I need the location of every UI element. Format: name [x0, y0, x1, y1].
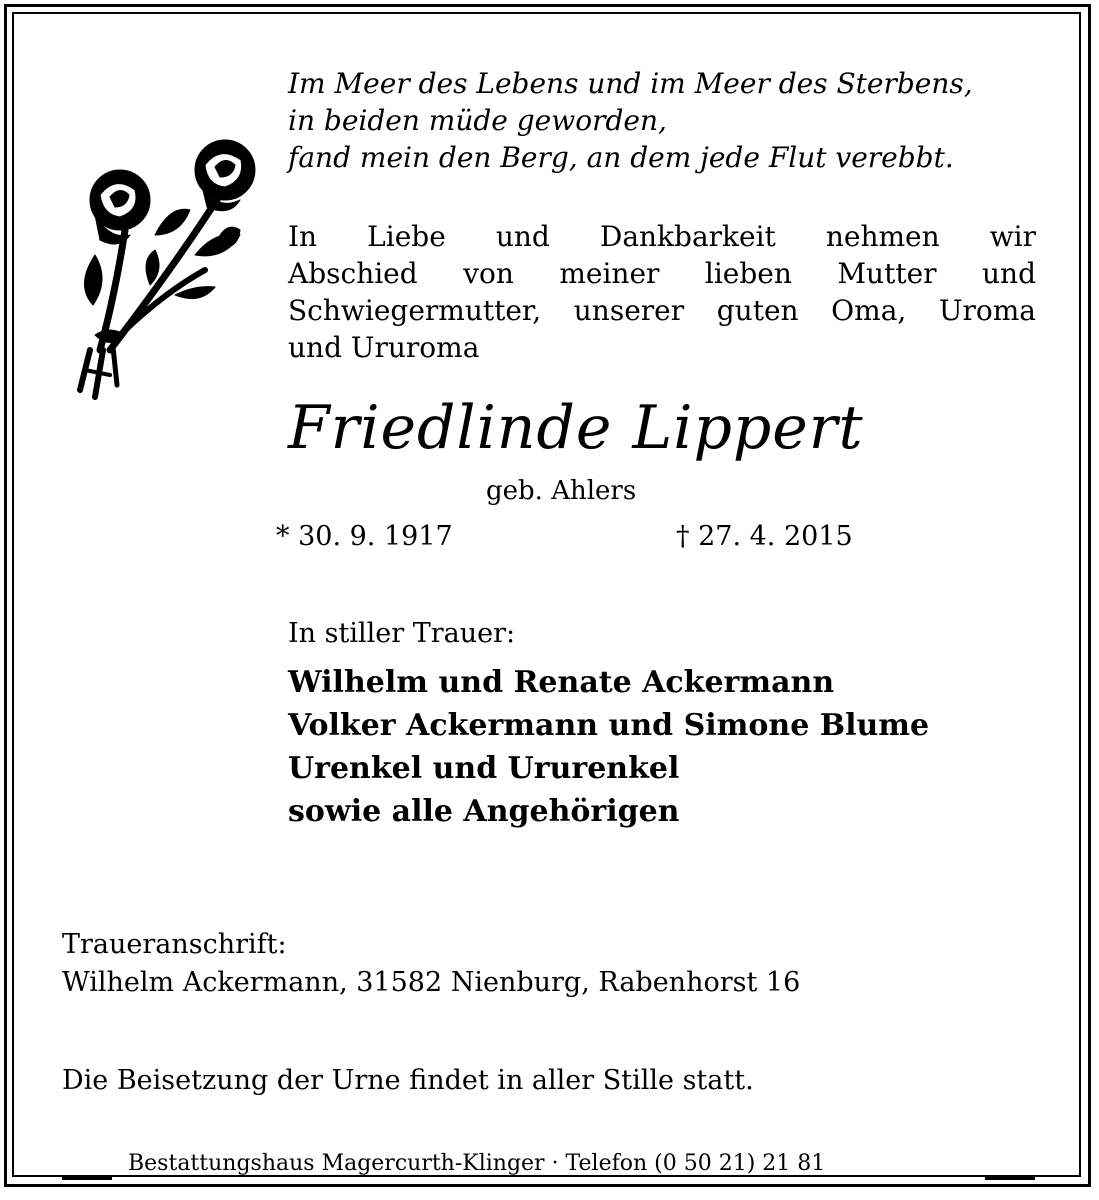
- footer-funeral-home: Bestattungshaus Magercurth-Klinger · Telefon (0 50 21) 21 81: [128, 1151, 826, 1176]
- mourning-label: In stiller Trauer:: [288, 618, 516, 649]
- footer-rule-left: [62, 1177, 112, 1180]
- mourner-entry: Urenkel und Ururenkel: [288, 751, 680, 786]
- roses-icon: [55, 135, 275, 405]
- mourners-list: [288, 661, 929, 833]
- farewell-line: und Ururoma: [288, 331, 480, 364]
- deceased-name: Friedlinde Lippert: [288, 393, 864, 463]
- mourner-entry: sowie alle Angehörigen: [288, 794, 680, 829]
- address-label: Traueranschrift:: [62, 929, 287, 960]
- death-date: † 27. 4. 2015: [676, 521, 853, 552]
- farewell-line: Schwiegermutter, unserer guten Oma, Uroma: [288, 294, 1036, 327]
- burial-note: Die Beisetzung der Urne findet in aller Stille statt.: [62, 1065, 754, 1096]
- farewell-text: [288, 218, 1036, 366]
- birth-name: geb. Ahlers: [486, 476, 637, 506]
- farewell-line: Abschied von meiner lieben Mutter und: [288, 257, 1036, 290]
- mourner-entry: Wilhelm und Renate Ackermann: [288, 665, 835, 700]
- poem-line: Im Meer des Lebens und im Meer des Sterbens,: [288, 67, 973, 100]
- birth-date: * 30. 9. 1917: [276, 521, 453, 552]
- poem-line: fand mein den Berg, an dem jede Flut verebbt.: [288, 141, 954, 174]
- footer-rule-right: [985, 1177, 1035, 1180]
- poem-line: in beiden müde geworden,: [288, 104, 667, 137]
- mourner-entry: Volker Ackermann und Simone Blume: [288, 708, 930, 743]
- address-value: Wilhelm Ackermann, 31582 Nienburg, Rabenhorst 16: [62, 967, 801, 998]
- farewell-line: In Liebe und Dankbarkeit nehmen wir: [288, 220, 1036, 253]
- poem: [288, 65, 1038, 176]
